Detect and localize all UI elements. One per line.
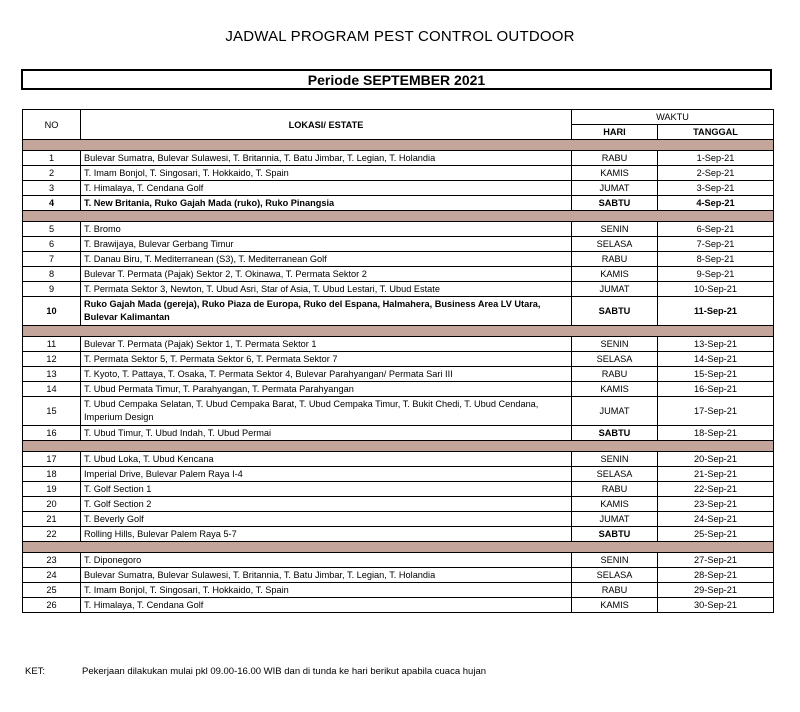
cell-lokasi: T. Imam Bonjol, T. Singosari, T. Hokkaido, T. Spain [81, 166, 572, 181]
note-label: KET: [25, 666, 46, 677]
cell-tanggal: 8-Sep-21 [658, 252, 774, 267]
cell-tanggal: 18-Sep-21 [658, 426, 774, 441]
table-row [23, 553, 774, 568]
cell-lokasi: T. Ubud Permata Timur, T. Parahyangan, T. Permata Parahyangan [81, 382, 572, 397]
cell-lokasi: T. Ubud Loka, T. Ubud Kencana [81, 452, 572, 467]
cell-tanggal: 13-Sep-21 [658, 337, 774, 352]
table-row [23, 426, 774, 441]
week-separator [23, 326, 774, 337]
cell-no: 21 [23, 512, 81, 527]
cell-tanggal: 29-Sep-21 [658, 583, 774, 598]
cell-tanggal: 21-Sep-21 [658, 467, 774, 482]
cell-lokasi: T. Himalaya, T. Cendana Golf [81, 598, 572, 613]
table-body [23, 140, 774, 613]
cell-tanggal: 9-Sep-21 [658, 267, 774, 282]
table-row [23, 196, 774, 211]
cell-hari: RABU [572, 482, 658, 497]
table-row [23, 352, 774, 367]
table-row [23, 583, 774, 598]
cell-hari: SABTU [572, 426, 658, 441]
table-row [23, 282, 774, 297]
cell-no: 3 [23, 181, 81, 196]
cell-hari: RABU [572, 252, 658, 267]
cell-hari: SABTU [572, 196, 658, 211]
cell-no: 4 [23, 196, 81, 211]
table-row [23, 367, 774, 382]
cell-hari: KAMIS [572, 598, 658, 613]
table-row [23, 467, 774, 482]
cell-tanggal: 14-Sep-21 [658, 352, 774, 367]
cell-no: 12 [23, 352, 81, 367]
cell-hari: SENIN [572, 553, 658, 568]
cell-no: 15 [23, 397, 81, 426]
week-separator-cell [23, 542, 774, 553]
cell-hari: JUMAT [572, 181, 658, 196]
cell-lokasi: T. Ubud Cempaka Selatan, T. Ubud Cempaka Barat, T. Ubud Cempaka Timur, T. Bukit Chedi, T. Ubud Cendana, Imperium Design [81, 397, 572, 426]
cell-tanggal: 16-Sep-21 [658, 382, 774, 397]
cell-no: 25 [23, 583, 81, 598]
cell-hari: SABTU [572, 527, 658, 542]
cell-lokasi: Bulevar T. Permata (Pajak) Sektor 1, T. Permata Sektor 1 [81, 337, 572, 352]
cell-lokasi: T. Kyoto, T. Pattaya, T. Osaka, T. Permata Sektor 4, Bulevar Parahyangan/ Permata Sari III [81, 367, 572, 382]
cell-no: 2 [23, 166, 81, 181]
week-separator [23, 441, 774, 452]
table-row [23, 237, 774, 252]
cell-lokasi: Bulevar Sumatra, Bulevar Sulawesi, T. Britannia, T. Batu Jimbar, T. Legian, T. Holandia [81, 151, 572, 166]
table-row [23, 397, 774, 426]
cell-tanggal: 11-Sep-21 [658, 297, 774, 326]
cell-no: 7 [23, 252, 81, 267]
header-waktu: WAKTU [572, 110, 774, 125]
cell-hari: RABU [572, 367, 658, 382]
cell-tanggal: 3-Sep-21 [658, 181, 774, 196]
cell-tanggal: 22-Sep-21 [658, 482, 774, 497]
week-separator-cell [23, 326, 774, 337]
cell-lokasi: T. Beverly Golf [81, 512, 572, 527]
cell-no: 10 [23, 297, 81, 326]
cell-hari: KAMIS [572, 166, 658, 181]
table-row [23, 151, 774, 166]
cell-tanggal: 24-Sep-21 [658, 512, 774, 527]
cell-no: 24 [23, 568, 81, 583]
week-separator-cell [23, 441, 774, 452]
cell-hari: SABTU [572, 297, 658, 326]
table-row [23, 222, 774, 237]
cell-lokasi: Imperial Drive, Bulevar Palem Raya I-4 [81, 467, 572, 482]
header-hari: HARI [572, 125, 658, 140]
cell-hari: SELASA [572, 352, 658, 367]
table-row [23, 252, 774, 267]
document-title: JADWAL PROGRAM PEST CONTROL OUTDOOR [225, 28, 575, 45]
table-row [23, 527, 774, 542]
note-text: Pekerjaan dilakukan mulai pkl 09.00-16.00 WIB dan di tunda ke hari berikut apabila cuaca hujan [82, 666, 487, 677]
cell-tanggal: 6-Sep-21 [658, 222, 774, 237]
schedule-table [22, 109, 774, 613]
cell-lokasi: T. Himalaya, T. Cendana Golf [81, 181, 572, 196]
cell-lokasi: T. Diponegoro [81, 553, 572, 568]
cell-hari: SELASA [572, 467, 658, 482]
cell-no: 19 [23, 482, 81, 497]
table-row [23, 452, 774, 467]
table-header [23, 110, 774, 140]
cell-tanggal: 28-Sep-21 [658, 568, 774, 583]
cell-hari: SENIN [572, 452, 658, 467]
table-row [23, 598, 774, 613]
cell-lokasi: Bulevar Sumatra, Bulevar Sulawesi, T. Britannia, T. Batu Jimbar, T. Legian, T. Holandia [81, 568, 572, 583]
cell-tanggal: 30-Sep-21 [658, 598, 774, 613]
cell-tanggal: 20-Sep-21 [658, 452, 774, 467]
cell-tanggal: 1-Sep-21 [658, 151, 774, 166]
cell-hari: KAMIS [572, 382, 658, 397]
table-row [23, 482, 774, 497]
week-separator [23, 211, 774, 222]
cell-lokasi: T. Imam Bonjol, T. Singosari, T. Hokkaido, T. Spain [81, 583, 572, 598]
cell-no: 1 [23, 151, 81, 166]
cell-tanggal: 2-Sep-21 [658, 166, 774, 181]
cell-tanggal: 15-Sep-21 [658, 367, 774, 382]
cell-lokasi: T. Bromo [81, 222, 572, 237]
cell-tanggal: 25-Sep-21 [658, 527, 774, 542]
cell-tanggal: 4-Sep-21 [658, 196, 774, 211]
cell-hari: RABU [572, 583, 658, 598]
week-separator-cell [23, 140, 774, 151]
cell-no: 9 [23, 282, 81, 297]
cell-tanggal: 7-Sep-21 [658, 237, 774, 252]
table-row [23, 497, 774, 512]
cell-lokasi: Rolling Hills, Bulevar Palem Raya 5-7 [81, 527, 572, 542]
header-lokasi: LOKASI/ ESTATE [81, 110, 572, 140]
table-row [23, 337, 774, 352]
cell-lokasi: T. Permata Sektor 5, T. Permata Sektor 6, T. Permata Sektor 7 [81, 352, 572, 367]
week-separator [23, 542, 774, 553]
period-banner: Periode SEPTEMBER 2021 [21, 69, 772, 90]
cell-no: 6 [23, 237, 81, 252]
cell-hari: JUMAT [572, 512, 658, 527]
cell-no: 22 [23, 527, 81, 542]
table-row [23, 267, 774, 282]
cell-hari: JUMAT [572, 397, 658, 426]
table-row [23, 297, 774, 326]
table-row [23, 568, 774, 583]
cell-no: 16 [23, 426, 81, 441]
cell-tanggal: 10-Sep-21 [658, 282, 774, 297]
table-row [23, 181, 774, 196]
cell-no: 14 [23, 382, 81, 397]
cell-no: 18 [23, 467, 81, 482]
cell-hari: SELASA [572, 568, 658, 583]
cell-lokasi: Bulevar T. Permata (Pajak) Sektor 2, T. Okinawa, T. Permata Sektor 2 [81, 267, 572, 282]
cell-no: 13 [23, 367, 81, 382]
cell-hari: RABU [572, 151, 658, 166]
cell-no: 23 [23, 553, 81, 568]
header-no: NO [23, 110, 81, 140]
cell-lokasi: T. Danau Biru, T. Mediterranean (S3), T. Mediterranean Golf [81, 252, 572, 267]
cell-hari: KAMIS [572, 267, 658, 282]
cell-no: 17 [23, 452, 81, 467]
cell-no: 20 [23, 497, 81, 512]
cell-tanggal: 27-Sep-21 [658, 553, 774, 568]
table-row [23, 166, 774, 181]
cell-hari: SENIN [572, 337, 658, 352]
cell-hari: JUMAT [572, 282, 658, 297]
cell-tanggal: 17-Sep-21 [658, 397, 774, 426]
table-row [23, 512, 774, 527]
cell-hari: SENIN [572, 222, 658, 237]
week-separator [23, 140, 774, 151]
header-tanggal: TANGGAL [658, 125, 774, 140]
cell-no: 11 [23, 337, 81, 352]
cell-lokasi: T. Golf Section 1 [81, 482, 572, 497]
cell-tanggal: 23-Sep-21 [658, 497, 774, 512]
week-separator-cell [23, 211, 774, 222]
cell-hari: SELASA [572, 237, 658, 252]
cell-no: 5 [23, 222, 81, 237]
cell-lokasi: T. Golf Section 2 [81, 497, 572, 512]
cell-hari: KAMIS [572, 497, 658, 512]
cell-no: 8 [23, 267, 81, 282]
cell-no: 26 [23, 598, 81, 613]
cell-lokasi: T. Ubud Timur, T. Ubud Indah, T. Ubud Permai [81, 426, 572, 441]
cell-lokasi: T. Permata Sektor 3, Newton, T. Ubud Asri, Star of Asia, T. Ubud Lestari, T. Ubud Estate [81, 282, 572, 297]
table-row [23, 382, 774, 397]
cell-lokasi: T. New Britania, Ruko Gajah Mada (ruko), Ruko Pinangsia [81, 196, 572, 211]
cell-lokasi: Ruko Gajah Mada (gereja), Ruko Piaza de Europa, Ruko del Espana, Halmahera, Business Area LV Utara, Bulevar Kalimantan [81, 297, 572, 326]
cell-lokasi: T. Brawijaya, Bulevar Gerbang Timur [81, 237, 572, 252]
